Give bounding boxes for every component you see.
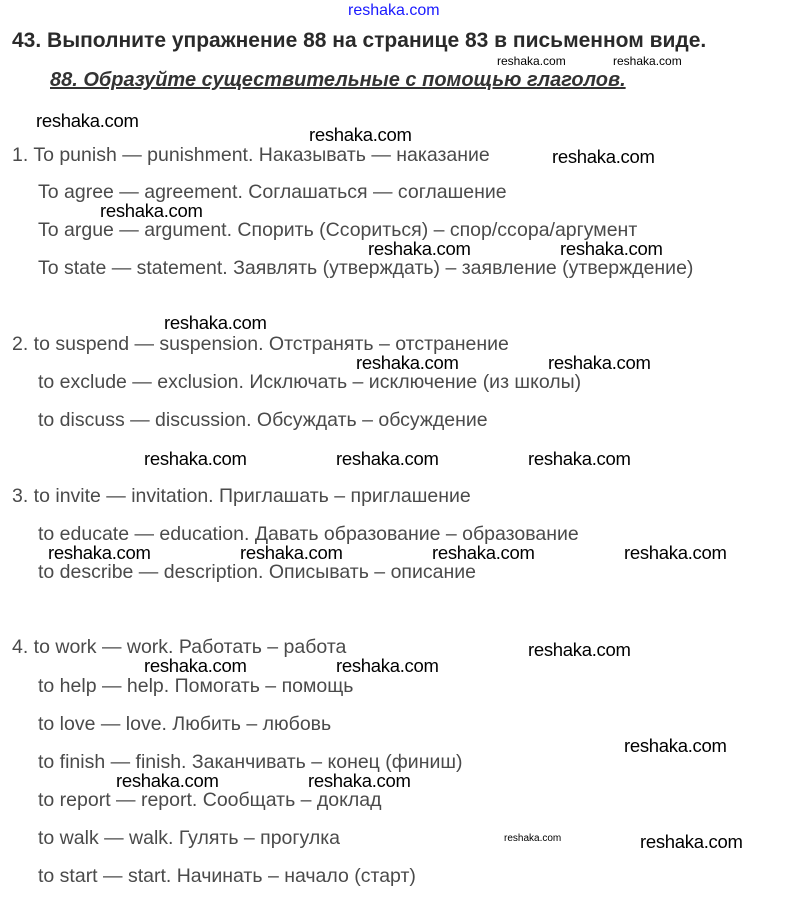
watermark: reshaka.com [432,542,535,563]
answer-line: To state — statement. Заявлять (утверждать) – заявление (утверждение) [38,257,694,279]
answer-line: 3. to invite — invitation. Приглашать – приглашение [12,485,471,507]
answer-line: to describe — description. Описывать – описание [38,561,476,583]
watermark: reshaka.com [613,54,682,68]
watermark: reshaka.com [48,542,151,563]
watermark: reshaka.com [368,238,471,259]
watermark: reshaka.com [356,352,459,373]
watermark: reshaka.com [497,54,566,68]
watermark: reshaka.com [528,448,631,469]
answer-line: to educate — education. Давать образование – образование [38,523,579,545]
watermark: reshaka.com [144,655,247,676]
watermark: reshaka.com [116,770,219,791]
watermark: reshaka.com [528,639,631,660]
answer-line: to help — help. Помогать – помощь [38,675,354,697]
watermark: reshaka.com [640,831,743,852]
watermark: reshaka.com [624,735,727,756]
watermark: reshaka.com [240,542,343,563]
answer-line: to report — report. Сообщать – доклад [38,789,382,811]
watermark: reshaka.com [100,200,203,221]
answer-line: to start — start. Начинать – начало (старт) [38,865,416,887]
answer-line: 2. to suspend — suspension. Отстранять – отстранение [12,333,509,355]
exercise-title: 43. Выполните упражнение 88 на странице 83 в письменном виде. [12,29,707,52]
answer-line: 4. to work — work. Работать – работа [12,636,347,658]
watermark: reshaka.com [336,448,439,469]
answer-line: to love — love. Любить – любовь [38,713,332,735]
answer-line: To agree — agreement. Соглашаться — соглашение [38,181,507,203]
watermark: reshaka.com [552,146,655,167]
answer-line: To argue — argument. Спорить (Ссориться) – спор/ссора/аргумент [38,219,638,241]
answer-line: 1. To punish — punishment. Наказывать — наказание [12,144,490,166]
watermark: reshaka.com [36,110,139,131]
watermark: reshaka.com [144,448,247,469]
watermark: reshaka.com [348,2,440,19]
watermark: reshaka.com [336,655,439,676]
answer-line: to finish — finish. Заканчивать – конец (финиш) [38,751,463,773]
exercise-subtitle: 88. Образуйте существительные с помощью глаголов. [50,69,626,91]
watermark: reshaka.com [624,542,727,563]
watermark: reshaka.com [504,833,562,844]
answer-line: to discuss — discussion. Обсуждать – обсуждение [38,409,488,431]
watermark: reshaka.com [308,770,411,791]
answer-line: to exclude — exclusion. Исключать – исключение (из школы) [38,371,582,393]
watermark: reshaka.com [548,352,651,373]
watermark: reshaka.com [164,312,267,333]
answer-line: to walk — walk. Гулять – прогулка [38,827,341,849]
watermark: reshaka.com [309,124,412,145]
watermark: reshaka.com [560,238,663,259]
